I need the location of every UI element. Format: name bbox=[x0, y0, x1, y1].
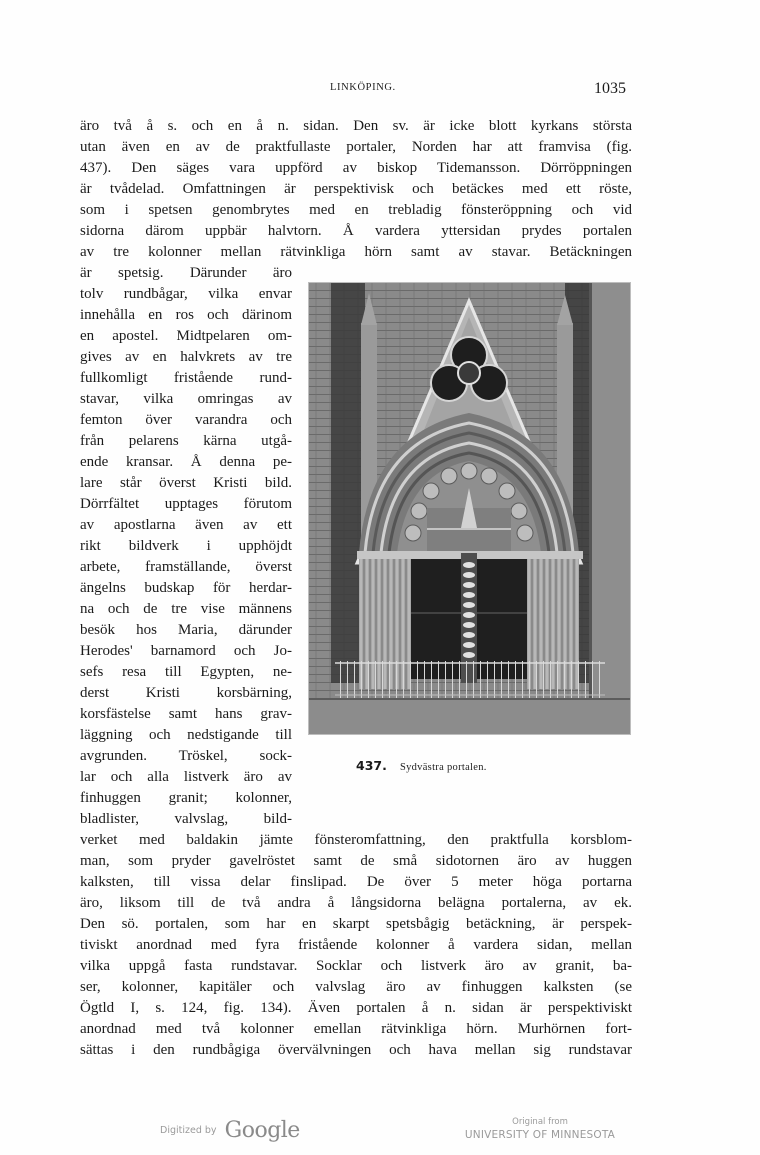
text-line: äro två å s. och en å n. sidan. Den sv. är icke blott kyrkans största bbox=[80, 118, 632, 134]
text-line: man, som pryder gavelröstet samt de små sidotornen äro av huggen bbox=[80, 853, 632, 869]
text-line: Herodes' barnamord och Jo- bbox=[80, 643, 292, 659]
figure-caption bbox=[356, 755, 487, 775]
page-number: 1035 bbox=[594, 80, 626, 97]
digitized-by-label: Digitized by bbox=[160, 1125, 217, 1136]
text-line: tiviskt anordnad med fyra fristående kolonner å vardera sidan, mellan bbox=[80, 937, 632, 953]
text-line: vilka uppgå fasta rundstavar. Socklar och listverk äro av granit, ba- bbox=[80, 958, 632, 974]
text-line: ser, kolonner, kapitäler och valvslag äro av finhuggen kalksten (se bbox=[80, 979, 632, 995]
text-line: rikt bildverk i upphöjdt bbox=[80, 538, 292, 554]
portal-illustration bbox=[309, 283, 630, 734]
text-line: femton över varandra och bbox=[80, 412, 292, 428]
text-line: är spetsig. Därunder äro bbox=[80, 265, 292, 281]
text-line: är tvådelad. Omfattningen är perspektivisk och betäckes med ett röste, bbox=[80, 181, 632, 197]
text-line: från pelarens kärna utgå- bbox=[80, 433, 292, 449]
text-line: sidorna därom uppbär halvtorn. Å vardera yttersidan prydes portalen bbox=[80, 223, 632, 239]
text-line: stavar, vilka omringas av bbox=[80, 391, 292, 407]
university-label: UNIVERSITY OF MINNESOTA bbox=[464, 1129, 616, 1141]
text-line: gives av en halvkrets av tre bbox=[80, 349, 292, 365]
text-line: fullkomligt fristående rund- bbox=[80, 370, 292, 386]
text-line: Ögtld I, s. 124, fig. 134). Även portalen å n. sidan är perspektiviskt bbox=[80, 1000, 632, 1016]
text-line: finhuggen granit; kolonner, bbox=[80, 790, 292, 806]
figure-number: 437. bbox=[356, 758, 387, 773]
text-line: anordnad med två kolonner emellan rätvinkliga hörn. Murhörnen fort- bbox=[80, 1021, 632, 1037]
text-line: 437). Den säges vara uppförd av biskop Tidemansson. Dörröppningen bbox=[80, 160, 632, 176]
text-line: arbete, framställande, överst bbox=[80, 559, 292, 575]
text-line: na och de tre vise männens bbox=[80, 601, 292, 617]
text-line: Den sö. portalen, som har en skarpt spetsbågig betäckning, är perspek- bbox=[80, 916, 632, 932]
text-line: korsfästelse samt hans grav- bbox=[80, 706, 292, 722]
text-line: utan även en av de praktfullaste portaler, Norden har att framvisa (fig. bbox=[80, 139, 632, 155]
text-line: Dörrfältet upptages förutom bbox=[80, 496, 292, 512]
text-line: av tre kolonner mellan rätvinkliga hörn samt av stavar. Betäckningen bbox=[80, 244, 632, 260]
text-line: tolv rundbågar, vilka envar bbox=[80, 286, 292, 302]
text-line: bladlister, valvslag, bild- bbox=[80, 811, 292, 827]
text-line: sefs resa till Egypten, ne- bbox=[80, 664, 292, 680]
text-line: besök hos Maria, därunder bbox=[80, 622, 292, 638]
text-line: lare står överst Kristi bild. bbox=[80, 475, 292, 491]
text-line: lar och alla listverk äro av bbox=[80, 769, 292, 785]
text-line: äro, liksom till de två andra å långsidorna belägna portalerna, av ek. bbox=[80, 895, 632, 911]
text-line: kalksten, till vissa delar finslipad. De över 5 meter höga portarna bbox=[80, 874, 632, 890]
text-line: ende kransar. Å denna pe- bbox=[80, 454, 292, 470]
text-line: verket med baldakin jämte fönsteromfattning, den praktfulla korsblom- bbox=[80, 832, 632, 848]
text-line: innehålla en ros och därinom bbox=[80, 307, 292, 323]
text-line: sättas i den rundbågiga övervälvningen och hava mellan sig rundstavar bbox=[80, 1042, 632, 1058]
text-line: som i spetsen genombrytes med en trebladig fönsteröppning och vid bbox=[80, 202, 632, 218]
running-head bbox=[0, 80, 760, 100]
portal-photograph bbox=[308, 282, 631, 735]
text-line: ängelns budskap för herdar- bbox=[80, 580, 292, 596]
source-watermark bbox=[440, 1116, 640, 1142]
text-line: derst Kristi korsbärning, bbox=[80, 685, 292, 701]
text-line: avgrunden. Tröskel, sock- bbox=[80, 748, 292, 764]
digitized-watermark bbox=[160, 1118, 300, 1148]
text-line: av apostlarna även av ett bbox=[80, 517, 292, 533]
original-from-label: Original from bbox=[512, 1117, 568, 1127]
figure-caption-text: Sydvästra portalen. bbox=[399, 762, 487, 773]
text-line: en apostel. Midtpelaren om- bbox=[80, 328, 292, 344]
running-title: LINKÖPING. bbox=[330, 82, 396, 93]
text-line: läggning och nedstigande till bbox=[80, 727, 292, 743]
google-logo: Google bbox=[224, 1118, 300, 1143]
